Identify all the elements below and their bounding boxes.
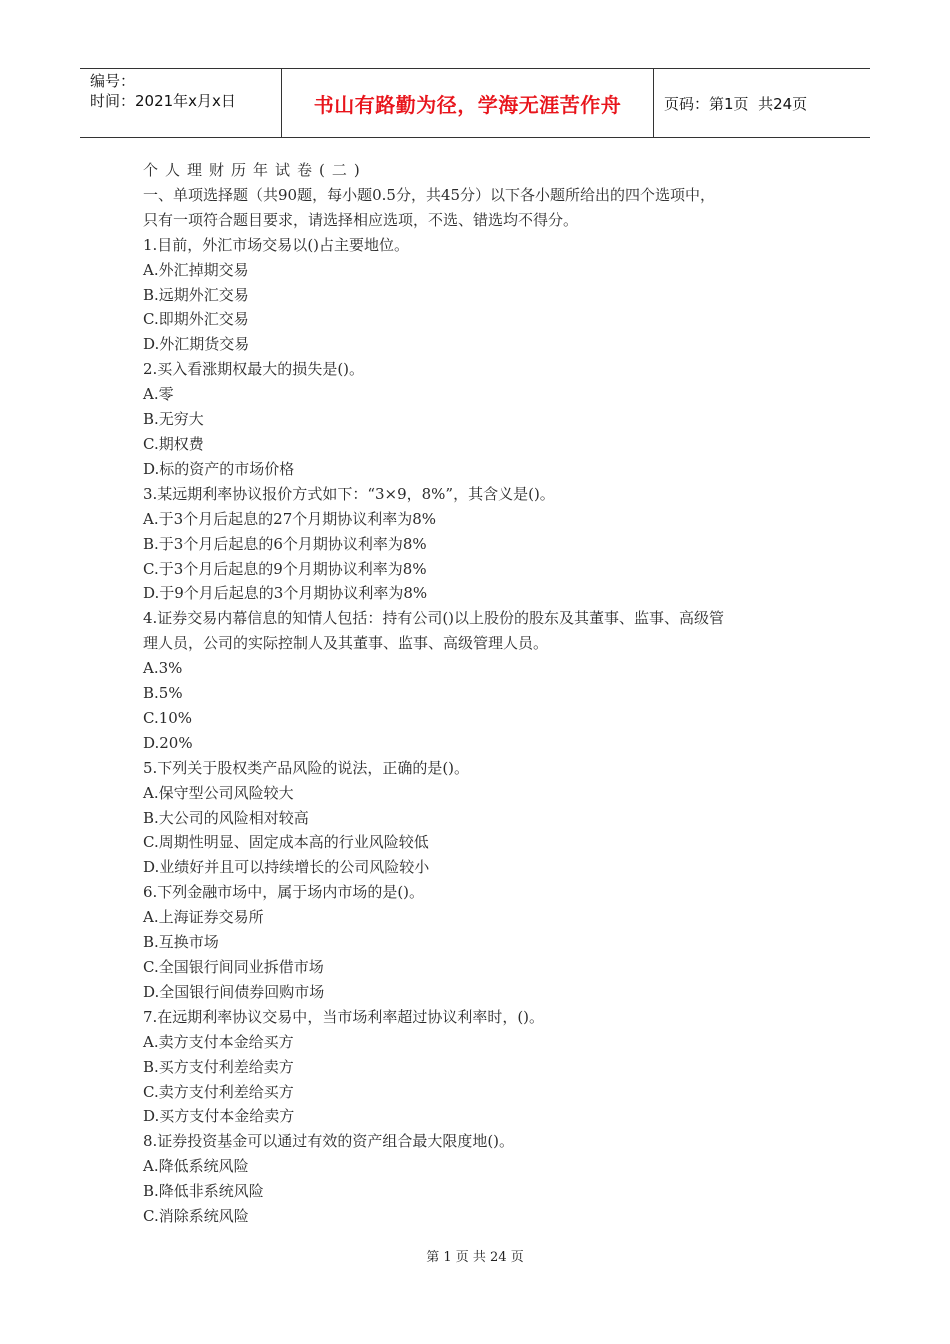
question-line: C.卖方支付利差给买方 xyxy=(143,1082,294,1101)
question-line: D.外汇期货交易 xyxy=(143,335,250,354)
question-line: B.无穷大 xyxy=(143,410,204,429)
date-label: 时间：2021年x月x日 xyxy=(90,92,236,110)
question-line: A.降低系统风险 xyxy=(143,1157,249,1176)
question-line: B.大公司的风险相对较高 xyxy=(143,808,309,827)
question-line: A.卖方支付本金给买方 xyxy=(143,1032,294,1051)
question-line: C.期权费 xyxy=(143,434,204,453)
question-line: 4.证券交易内幕信息的知情人包括：持有公司()以上股份的股东及其董事、监事、高级管 xyxy=(143,609,725,628)
header-middle-cell xyxy=(282,69,654,137)
question-line: B.互换市场 xyxy=(143,933,219,952)
header-right-cell xyxy=(654,69,870,137)
question-line: B.于3个月后起息的6个月期协议利率为8% xyxy=(143,534,427,553)
question-line: 3.某远期利率协议报价方式如下：“3×9，8%”，其含义是()。 xyxy=(143,484,555,503)
question-line: C.全国银行间同业拆借市场 xyxy=(143,958,324,976)
question-line: A.3% xyxy=(143,659,183,678)
page-info: 页码：第1页 共24页 xyxy=(664,94,808,113)
question-line: D.业绩好并且可以持续增长的公司风险较小 xyxy=(143,858,430,877)
question-line: A.零 xyxy=(143,385,174,404)
question-line: A.外汇掉期交易 xyxy=(143,260,249,279)
question-line: D.于9个月后起息的3个月期协议利率为8% xyxy=(143,584,428,603)
question-line: D.20% xyxy=(143,733,193,752)
question-line: 6.下列金融市场中，属于场内市场的是()。 xyxy=(143,883,425,902)
question-line: D.标的资产的市场价格 xyxy=(143,459,295,478)
question-line: 1.目前，外汇市场交易以()占主要地位。 xyxy=(143,235,410,254)
question-line: B.远期外汇交易 xyxy=(143,285,249,304)
question-line: B.5% xyxy=(143,684,183,703)
question-line: 理人员，公司的实际控制人及其董事、监事、高级管理人员。 xyxy=(143,634,549,653)
question-line: B.降低非系统风险 xyxy=(143,1182,264,1201)
document-title: 个人理财历年试卷(二) xyxy=(143,161,367,179)
question-line: 8.证券投资基金可以通过有效的资产组合最大限度地()。 xyxy=(143,1132,515,1151)
question-line: D.全国银行间债券回购市场 xyxy=(143,982,325,1001)
question-list xyxy=(143,233,823,1229)
question-line: 7.在远期利率协议交易中，当市场利率超过协议利率时，()。 xyxy=(143,1007,545,1026)
document-body xyxy=(143,158,823,1229)
number-label: 编号： xyxy=(90,72,136,90)
question-line: A.保守型公司风险较大 xyxy=(143,783,294,802)
question-line: B.买方支付利差给卖方 xyxy=(143,1057,294,1076)
question-line: 2.买入看涨期权最大的损失是()。 xyxy=(143,360,365,379)
question-line: D.买方支付本金给卖方 xyxy=(143,1107,295,1126)
intro-line: 只有一项符合题目要求，请选择相应选项，不选、错选均不得分。 xyxy=(143,210,579,229)
intro-line: 一、单项选择题（共90题，每小题0.5分，共45分）以下各小题所给出的四个选项中， xyxy=(143,185,716,204)
question-line: C.10% xyxy=(143,708,193,727)
question-line: C.于3个月后起息的9个月期协议利率为8% xyxy=(143,559,427,578)
question-line: A.于3个月后起息的27个月期协议利率为8% xyxy=(143,509,437,528)
page-header xyxy=(80,68,870,138)
question-line: 5.下列关于股权类产品风险的说法，正确的是()。 xyxy=(143,758,470,777)
header-left-cell xyxy=(80,69,282,137)
motto: 书山有路勤为径，学海无涯苦作舟 xyxy=(313,92,622,117)
page-footer: 第 1 页 共 24 页 xyxy=(426,1250,524,1265)
question-line: C.消除系统风险 xyxy=(143,1207,249,1226)
question-line: C.周期性明显、固定成本高的行业风险较低 xyxy=(143,833,429,852)
question-line: A.上海证券交易所 xyxy=(143,908,264,927)
question-line: C.即期外汇交易 xyxy=(143,310,249,329)
